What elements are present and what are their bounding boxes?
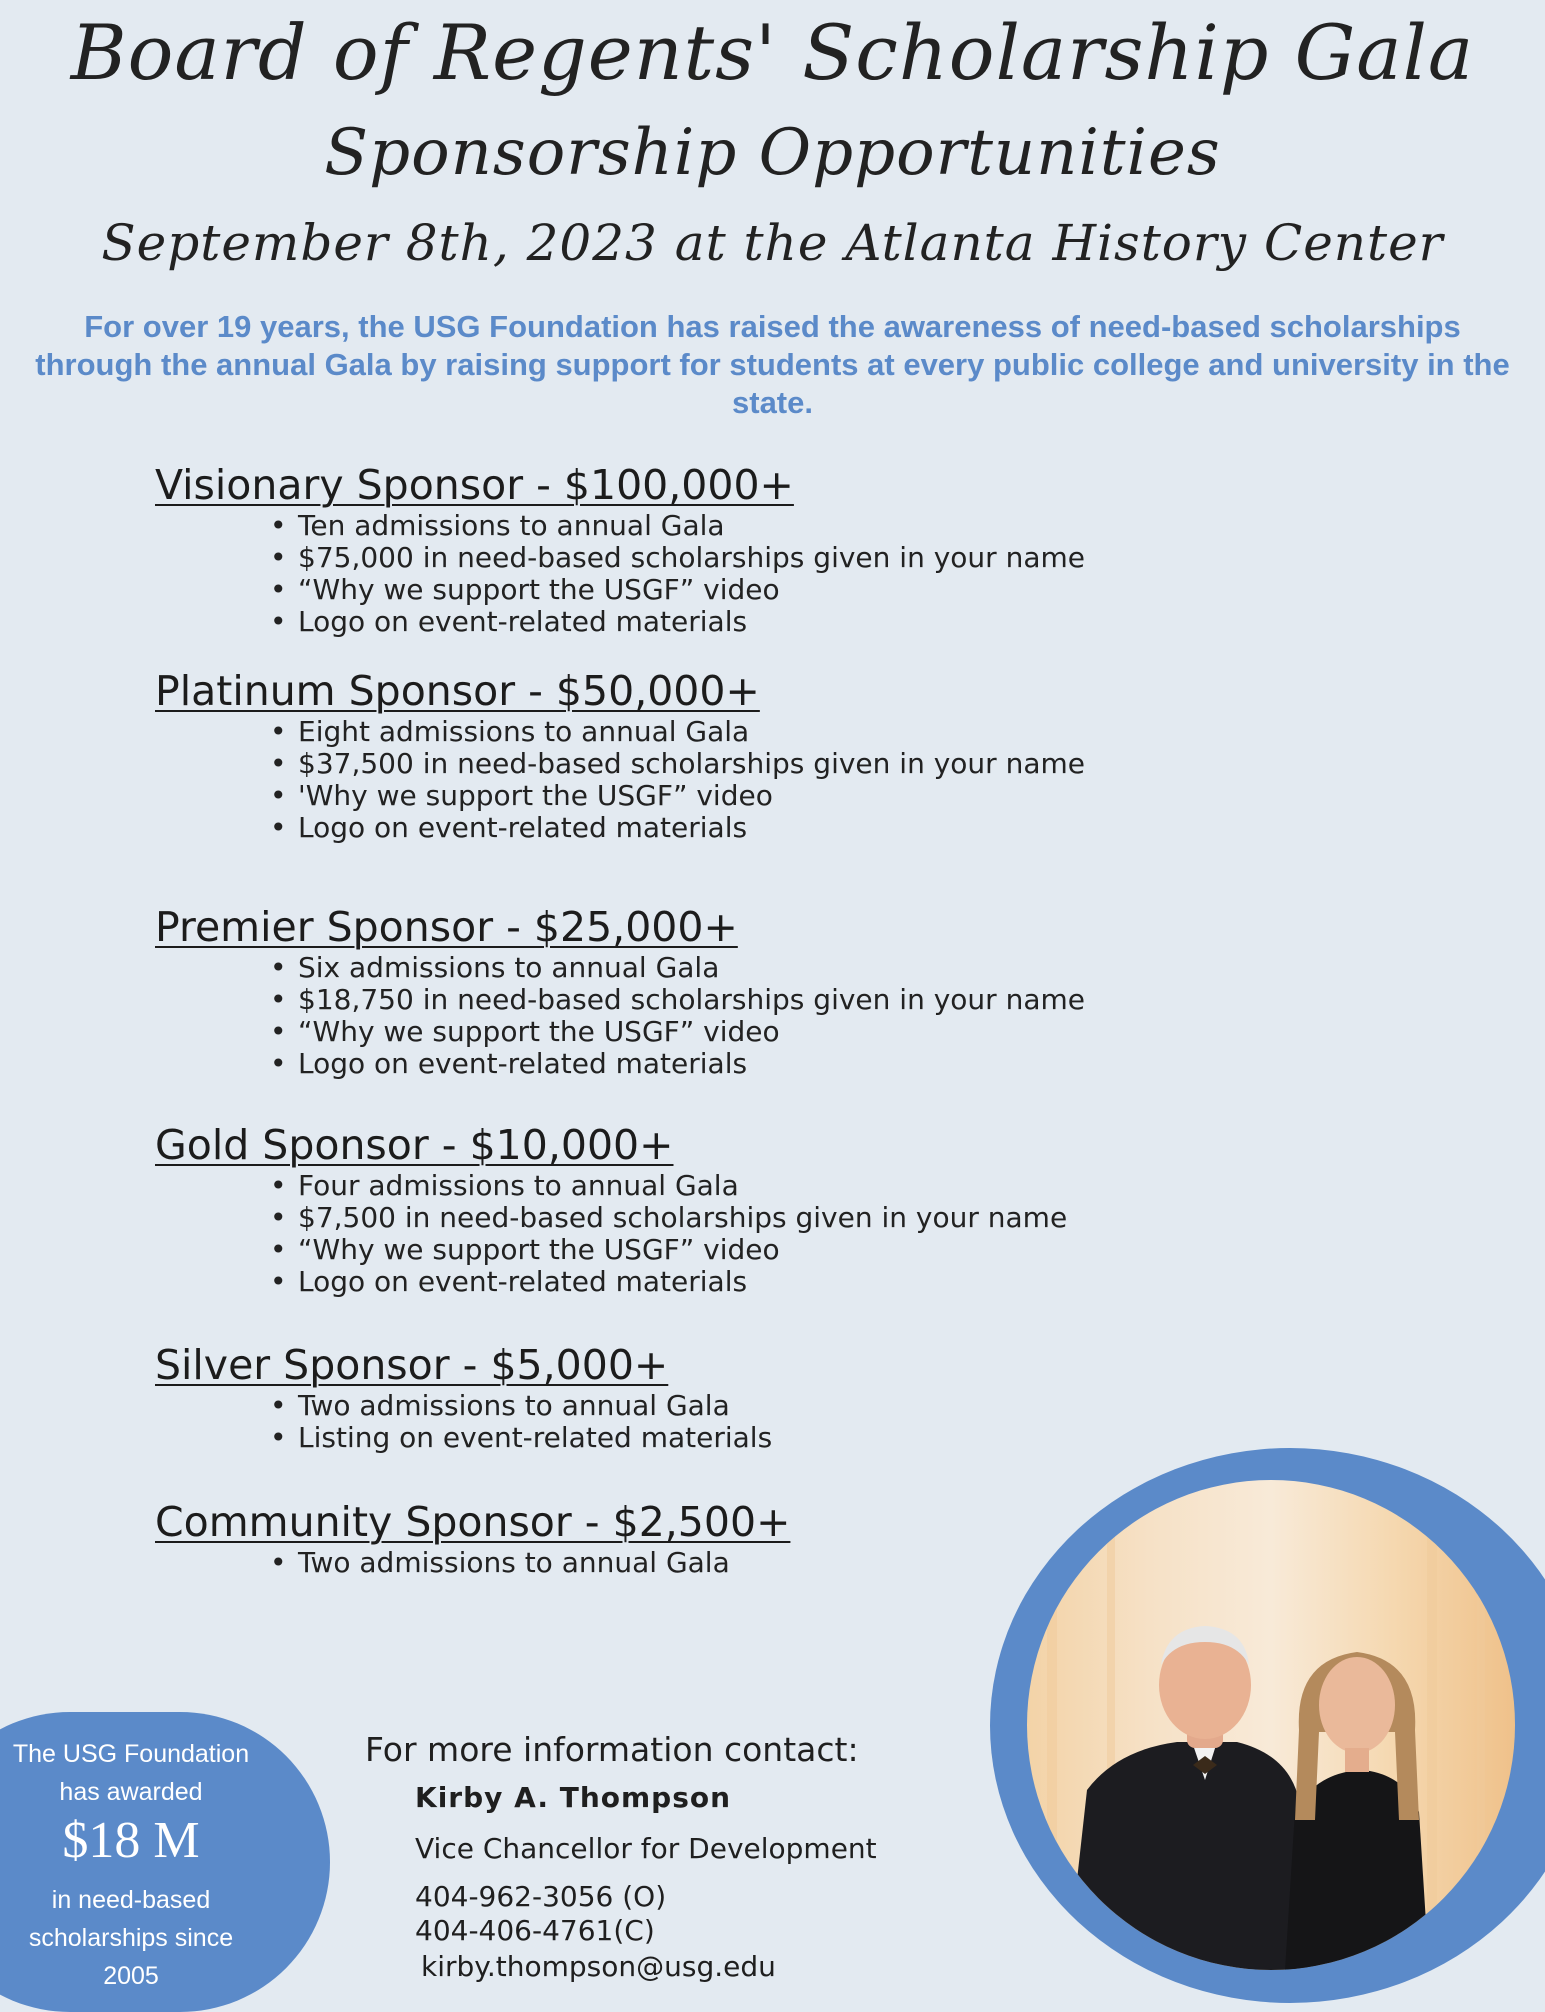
- benefit-item: • “Why we support the USGF” video: [270, 1234, 1205, 1266]
- tier-title: Premier Sponsor - $25,000+: [155, 903, 738, 951]
- benefit-list: [270, 1390, 1205, 1454]
- benefit-item: • “Why we support the USGF” video: [270, 1016, 1205, 1048]
- contact-email[interactable]: kirby.thompson@usg.edu: [421, 1950, 776, 1983]
- stat-line: in need-based: [51, 1886, 211, 1914]
- benefit-item: • “Why we support the USGF” video: [270, 574, 1205, 606]
- contact-name: Kirby A. Thompson: [415, 1781, 732, 1814]
- tier-premier: [155, 902, 1205, 1080]
- benefit-item: • Logo on event-related materials: [270, 1266, 1205, 1298]
- contact-phone-office: 404-962-3056 (O): [415, 1880, 667, 1913]
- benefit-item: • $7,500 in need-based scholarships given in your name: [270, 1202, 1205, 1234]
- benefit-item: • $37,500 in need-based scholarships given in your name: [270, 748, 1205, 780]
- benefit-list: [270, 716, 1205, 844]
- stat-line: 2005: [103, 1962, 159, 1990]
- benefit-item: • Ten admissions to annual Gala: [270, 510, 1205, 542]
- benefit-item: • Eight admissions to annual Gala: [270, 716, 1205, 748]
- tier-title: Silver Sponsor - $5,000+: [155, 1341, 669, 1389]
- benefit-item: • Logo on event-related materials: [270, 606, 1205, 638]
- benefit-item: • Six admissions to annual Gala: [270, 952, 1205, 984]
- tier-title: Gold Sponsor - $10,000+: [155, 1121, 674, 1169]
- contact-heading: For more information contact:: [365, 1730, 859, 1769]
- gala-title: Board of Regents' Scholarship Gala: [70, 8, 1475, 97]
- benefit-list: [270, 952, 1205, 1080]
- benefit-item: • Listing on event-related materials: [270, 1422, 1205, 1454]
- benefit-item: • Two admissions to annual Gala: [270, 1547, 1205, 1579]
- event-date: September 8th, 2023 at the Atlanta History Center: [101, 214, 1444, 272]
- tier-title: Community Sponsor - $2,500+: [155, 1498, 791, 1546]
- stat-line: The USG Foundation: [12, 1740, 250, 1768]
- benefit-list: [270, 1170, 1205, 1298]
- page-subtitle: Sponsorship Opportunities: [324, 116, 1221, 190]
- stat-text: [0, 1735, 262, 1995]
- gala-photo: [1027, 1480, 1515, 1970]
- intro-paragraph: For over 19 years, the USG Foundation has raised the awareness of need-based scholarships through the annual Gala by raising support for students at every public college and university in the state.: [35, 309, 1510, 420]
- contact-block: [365, 1728, 877, 1984]
- tier-gold: [155, 1120, 1205, 1298]
- benefit-item: • Logo on event-related materials: [270, 812, 1205, 844]
- benefit-item: • $18,750 in need-based scholarships given in your name: [270, 984, 1205, 1016]
- benefit-item: • Two admissions to annual Gala: [270, 1390, 1205, 1422]
- stat-amount: $18 M: [62, 1812, 200, 1869]
- benefit-list: [270, 510, 1205, 638]
- tier-title: Platinum Sponsor - $50,000+: [155, 667, 760, 715]
- photo-illustration: [1027, 1480, 1515, 1970]
- tier-platinum: [155, 666, 1205, 844]
- tier-visionary: [155, 460, 1205, 638]
- tier-title: Visionary Sponsor - $100,000+: [155, 461, 794, 509]
- tier-silver: [155, 1340, 1205, 1454]
- benefit-item: • 'Why we support the USGF” video: [270, 780, 1205, 812]
- stat-line: has awarded: [59, 1778, 203, 1806]
- benefit-item: • Logo on event-related materials: [270, 1048, 1205, 1080]
- contact-phone-cell: 404-406-4761(C): [415, 1914, 655, 1947]
- contact-role: Vice Chancellor for Development: [415, 1832, 877, 1865]
- stat-line: scholarships since: [28, 1924, 234, 1952]
- benefit-item: • Four admissions to annual Gala: [270, 1170, 1205, 1202]
- benefit-item: • $75,000 in need-based scholarships given in your name: [270, 542, 1205, 574]
